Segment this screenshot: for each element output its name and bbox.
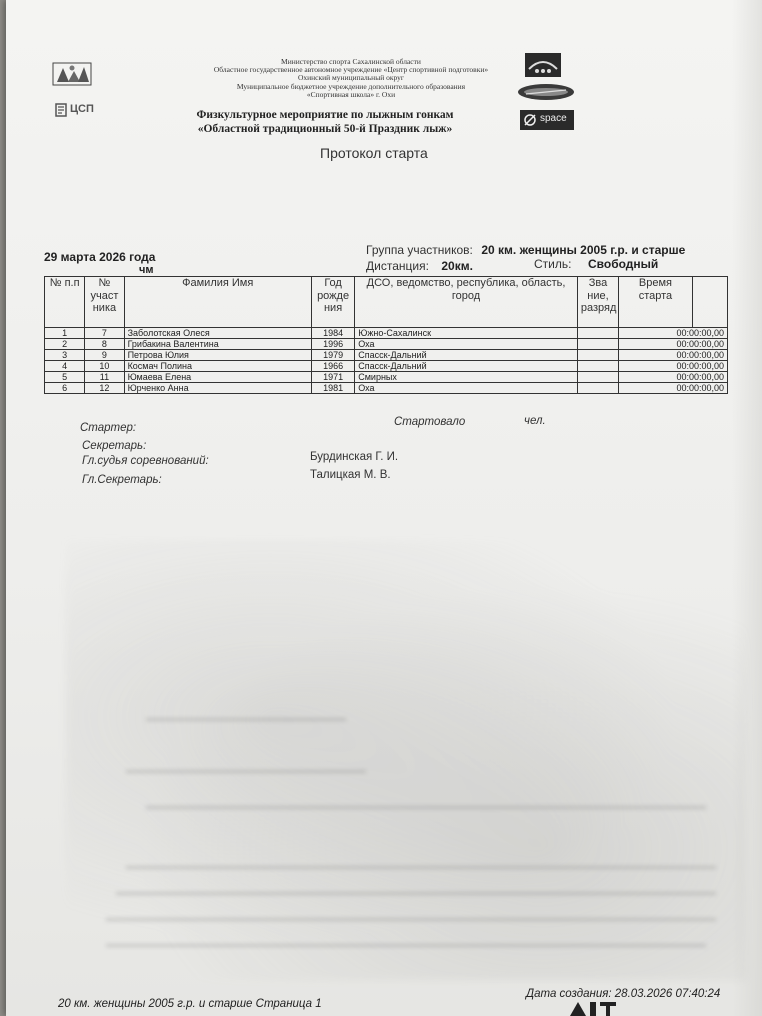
distance-value: 20км.: [441, 259, 473, 273]
started-label: Стартовало: [394, 416, 466, 428]
bleed-through-line: [106, 944, 706, 947]
cell-name: Юрченко Анна: [124, 383, 311, 394]
table-row: [45, 372, 728, 383]
cell-num: 2: [45, 339, 85, 350]
style-value: Свободный: [588, 257, 659, 271]
cell-start: 00:00:00,00: [619, 372, 728, 383]
space-logo: [520, 110, 574, 130]
cell-rank: [577, 361, 618, 372]
cell-org: Смирных: [355, 372, 578, 383]
chief-secretary-label: Гл.Секретарь:: [82, 474, 162, 486]
bleed-through-line: [146, 806, 706, 809]
ski-race-logo-icon: [516, 82, 576, 102]
style-label: Стиль:: [534, 257, 572, 271]
csp-emblem-icon: [54, 102, 68, 118]
ministry-line-5: «Спортивная школа» г. Охи: [306, 89, 396, 99]
col-header-org: ДСО, ведомство, республика, область, город: [355, 277, 578, 328]
cell-rank: [577, 372, 618, 383]
col-header-rank: Зва ние, разряд: [577, 277, 618, 328]
bleed-through-line: [116, 892, 716, 895]
cell-name: Космач Полина: [124, 361, 311, 372]
cell-rank: [577, 328, 618, 339]
ministry-line-4: Муниципальное бюджетное учреждение дополнительного образования: [236, 81, 466, 91]
cell-year: 1979: [311, 350, 354, 361]
cell-num: 1: [45, 328, 85, 339]
starter-label: Стартер:: [80, 422, 137, 434]
table-row: [45, 361, 728, 372]
cell-bib: 7: [85, 328, 124, 339]
cell-bib: 8: [85, 339, 124, 350]
cell-num: 4: [45, 361, 85, 372]
cell-bib: 9: [85, 350, 124, 361]
cell-year: 1996: [311, 339, 354, 350]
ministry-line-1: Министерство спорта Сахалинской области: [281, 57, 421, 66]
cell-num: 5: [45, 372, 85, 383]
protocol-title: Протокол старта: [320, 145, 428, 161]
distance-line: [366, 257, 666, 275]
col-header-num: № п.п: [45, 277, 85, 328]
cell-start: 00:00:00,00: [619, 383, 728, 394]
cell-num: 3: [45, 350, 85, 361]
bleed-through-line: [126, 770, 366, 773]
cell-org: Оха: [355, 383, 578, 394]
event-title: [130, 108, 520, 136]
cell-year: 1971: [311, 372, 354, 383]
cell-start: 00:00:00,00: [619, 361, 728, 372]
chief-judge-label: Гл.судья соревнований:: [82, 455, 209, 467]
secretary-label: Секретарь:: [82, 440, 147, 452]
col-header-start: Время старта: [619, 277, 693, 328]
cell-name: Грибакина Валентина: [124, 339, 311, 350]
cell-bib: 10: [85, 361, 124, 372]
cell-name: Заболотская Олеся: [124, 328, 311, 339]
protocol-page: [6, 0, 762, 1016]
olympic-logo-icon: [524, 52, 562, 78]
table-row: [45, 383, 728, 394]
cell-start: 00:00:00,00: [619, 328, 728, 339]
cell-start: 00:00:00,00: [619, 350, 728, 361]
event-date-sub: чм: [139, 264, 154, 276]
chief-secretary-name: Талицкая М. В.: [310, 469, 391, 481]
table-row: [45, 339, 728, 350]
ministry-line-2: Областное государственное автономное учреждение «Центр спортивной подготовки»: [213, 65, 489, 75]
table-row: [45, 328, 728, 339]
footer-creation-date: Дата создания: 28.03.2026 07:40:24: [526, 988, 721, 1000]
cell-bib: 12: [85, 383, 124, 394]
cell-name: Юмаева Елена: [124, 372, 311, 383]
cell-year: 1966: [311, 361, 354, 372]
cell-name: Петрова Юлия: [124, 350, 311, 361]
started-unit: чел.: [524, 415, 546, 427]
cell-year: 1984: [311, 328, 354, 339]
cell-rank: [577, 383, 618, 394]
ministry-header: [146, 58, 556, 99]
bleed-through-line: [146, 718, 346, 721]
sakhalin-coat-of-arms-icon: [52, 60, 92, 88]
cell-org: Оха: [355, 339, 578, 350]
group-value: 20 км. женщины 2005 г.р. и старше: [481, 243, 686, 257]
cell-year: 1981: [311, 383, 354, 394]
cell-rank: [577, 350, 618, 361]
cell-org: Спасск-Дальний: [355, 361, 578, 372]
printer-logo-icon: [566, 1000, 622, 1016]
col-header-extra: [692, 277, 727, 328]
space-logo-text: space: [540, 113, 567, 124]
csp-logo: [54, 100, 100, 120]
group-label: Группа участников:: [366, 243, 473, 257]
bleed-through-area: [66, 540, 746, 980]
cell-org: Южно-Сахалинск: [355, 328, 578, 339]
table-row: [45, 350, 728, 361]
csp-logo-text: ЦСП: [70, 103, 94, 115]
cell-rank: [577, 339, 618, 350]
cell-org: Спасск-Дальний: [355, 350, 578, 361]
col-header-bib: № участ ника: [85, 277, 124, 328]
bleed-through-line: [106, 918, 716, 921]
footer-page-info: 20 км. женщины 2005 г.р. и старше Страница 1: [58, 998, 322, 1010]
chief-judge-name: Бурдинская Г. И.: [310, 451, 399, 463]
cell-start: 00:00:00,00: [619, 339, 728, 350]
cell-bib: 11: [85, 372, 124, 383]
event-title-line-1: Физкультурное мероприятие по лыжным гонкам: [196, 109, 454, 121]
col-header-name: Фамилия Имя: [124, 277, 311, 328]
bleed-through-line: [126, 866, 716, 869]
distance-label: Дистанция:: [366, 259, 429, 273]
col-header-year: Год рожде ния: [311, 277, 354, 328]
cell-num: 6: [45, 383, 85, 394]
event-title-line-2: «Областной традиционный 50-й Праздник лыж»: [197, 123, 453, 135]
event-date: 29 марта 2026 года: [44, 250, 156, 264]
table-header-row: [45, 277, 728, 328]
start-list-table: [44, 276, 728, 394]
ministry-line-3: Охинский муниципальный округ: [297, 73, 404, 83]
